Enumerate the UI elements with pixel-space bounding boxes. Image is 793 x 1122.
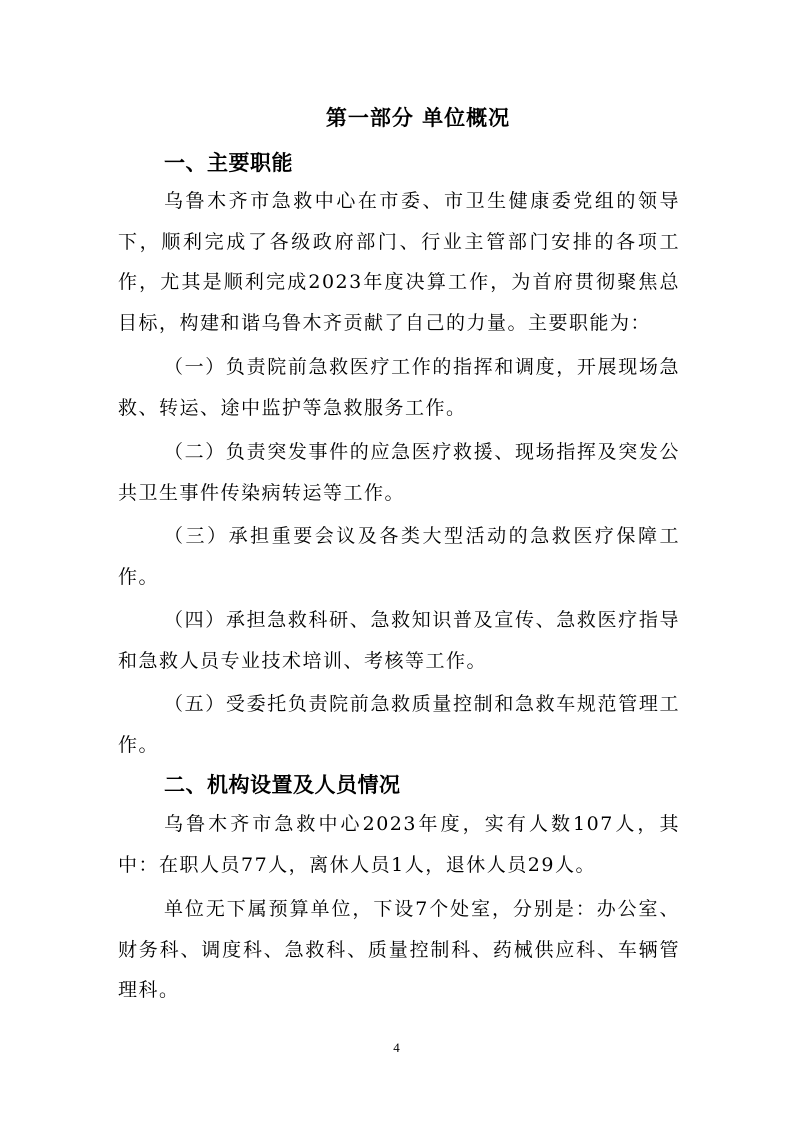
paragraph-function-4: （四）承担急救科研、急救知识普及宣传、急救医疗指导和急救人员专业技术培训、考核等工作。 <box>118 609 680 672</box>
paragraph-departments: 单位无下属预算单位，下设7个处室，分别是：办公室、财务科、调度科、急救科、质量控制科、药械供应科、车辆管理科。 <box>118 898 680 1002</box>
section-heading-main-functions: 一、主要职能 <box>164 151 293 175</box>
paragraph-function-1: （一）负责院前急救医疗工作的指挥和调度，开展现场急救、转运、途中监护等急救服务工作。 <box>118 356 680 419</box>
page-number: 4 <box>393 1040 400 1055</box>
paragraph-function-3: （三）承担重要会议及各类大型活动的急救医疗保障工作。 <box>118 525 680 588</box>
paragraph-intro: 乌鲁木齐市急救中心在市委、市卫生健康委党组的领导下，顺利完成了各级政府部门、行业主管部门安排的各项工作，尤其是顺利完成2023年度决算工作，为首府贯彻聚焦总目标，构建和谐乌鲁木齐贡献了自己的力量。主要职能为： <box>118 190 680 335</box>
paragraph-function-2: （二）负责突发事件的应急医疗救援、现场指挥及突发公共卫生事件传染病转运等工作。 <box>118 441 680 504</box>
paragraph-staffing: 乌鲁木齐市急救中心2023年度，实有人数107人，其中：在职人员77人，离休人员1人，退休人员29人。 <box>118 813 680 876</box>
section-heading-organization: 二、机构设置及人员情况 <box>164 773 401 797</box>
paragraph-function-5: （五）受委托负责院前急救质量控制和急救车规范管理工作。 <box>118 693 680 756</box>
page-title: 第一部分 单位概况 <box>325 106 511 130</box>
